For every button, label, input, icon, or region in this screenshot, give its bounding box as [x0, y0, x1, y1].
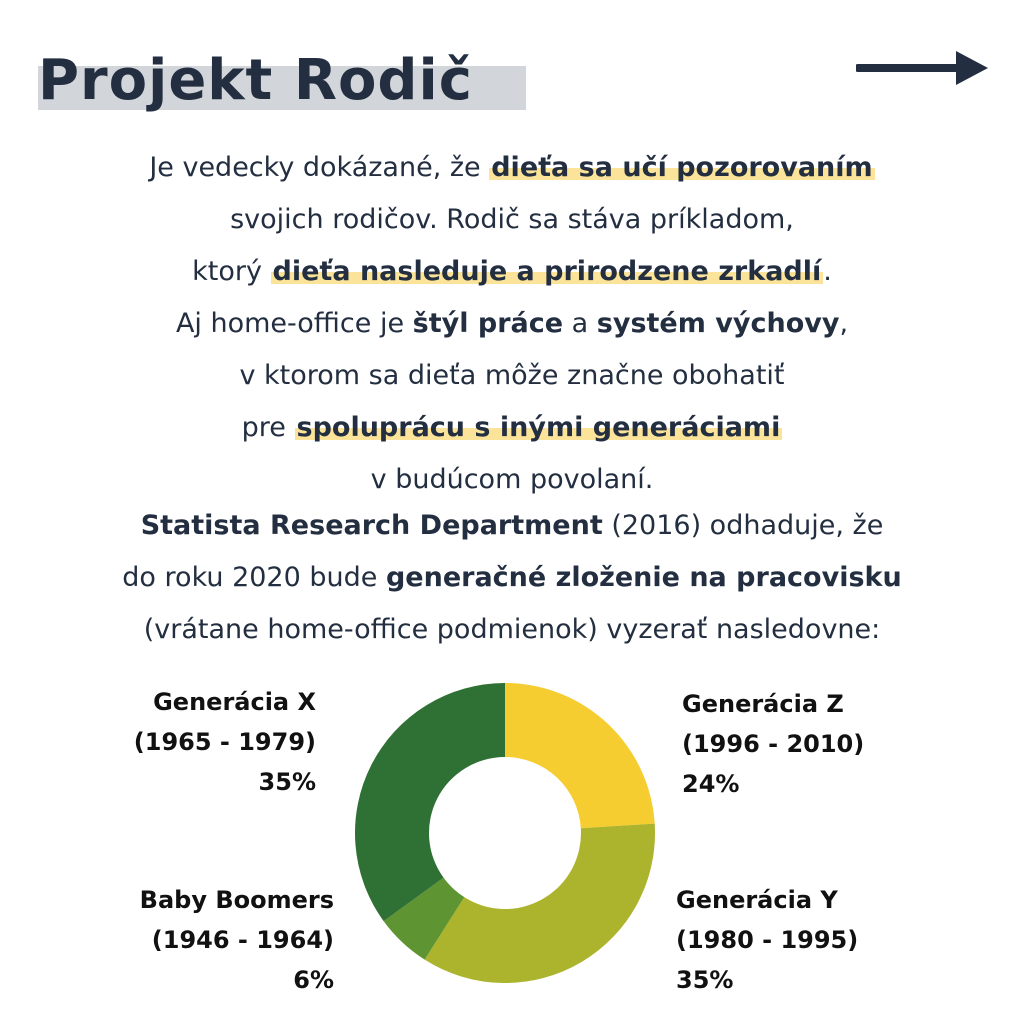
stat-text: (2016) odhaduje, že [602, 510, 884, 541]
intro-highlight: dieťa sa učí pozorovaním [491, 152, 873, 183]
intro-line-5: v ktorom sa dieťa môže značne obohatiť [239, 360, 785, 391]
intro-text: . [823, 256, 832, 287]
intro-highlight: dieťa nasleduje a prirodzene zrkadlí [272, 256, 822, 287]
intro-line-7: v budúcom povolaní. [370, 464, 654, 495]
intro-text: pre [241, 412, 295, 443]
intro-text: ktorý [192, 256, 271, 287]
slice-gener-cia-z [505, 683, 655, 828]
slice-label-value: 24% [682, 770, 740, 798]
donut-chart [350, 678, 660, 988]
intro-paragraph [20, 142, 1004, 506]
label-baby-boomers [140, 880, 334, 1000]
arrow-right-icon[interactable] [856, 48, 990, 88]
title-block [38, 46, 473, 116]
page-title: Projekt Rodič [38, 48, 473, 113]
intro-line-4 [20, 298, 1004, 350]
slice-label-name: Generácia Z [682, 690, 844, 718]
source-name: Statista Research Department [140, 510, 603, 541]
label-generacia-x [134, 682, 316, 802]
intro-bold: štýl práce [412, 308, 564, 339]
intro-text: a [563, 308, 597, 339]
intro-text: , [839, 308, 849, 339]
statista-paragraph [10, 500, 1014, 656]
intro-text: Aj home-office je [175, 308, 413, 339]
slice-label-years: (1996 - 2010) [682, 730, 865, 758]
intro-line-3 [20, 246, 1004, 298]
slice-label-value: 35% [676, 966, 734, 994]
intro-highlight: spoluprácu s inými generáciami [296, 412, 781, 443]
label-generacia-z [682, 684, 864, 804]
stat-line-2 [10, 552, 1014, 604]
intro-line-6 [20, 402, 1004, 454]
stat-line-3: (vrátane home-office podmienok) vyzerať nasledovne: [143, 614, 881, 645]
slice-label-name: Generácia Y [676, 886, 838, 914]
slice-label-years: (1965 - 1979) [133, 728, 316, 756]
stat-bold: generačné zloženie na pracovisku [385, 562, 902, 593]
intro-text: Je vedecky dokázané, že [149, 152, 490, 183]
slice-gener-cia-x [355, 683, 505, 921]
slice-label-name: Generácia X [153, 688, 316, 716]
slice-label-years: (1946 - 1964) [151, 926, 334, 954]
slice-label-years: (1980 - 1995) [676, 926, 859, 954]
slice-label-value: 6% [293, 966, 334, 994]
intro-line-2: svojich rodičov. Rodič sa stáva príkladom, [230, 204, 794, 235]
label-generacia-y [676, 880, 858, 1000]
slice-label-value: 35% [258, 768, 316, 796]
intro-line-1 [20, 142, 1004, 194]
stat-line-1 [10, 500, 1014, 552]
slice-label-name: Baby Boomers [139, 886, 334, 914]
stat-text: do roku 2020 bude [122, 562, 386, 593]
intro-bold: systém výchovy [596, 308, 840, 339]
